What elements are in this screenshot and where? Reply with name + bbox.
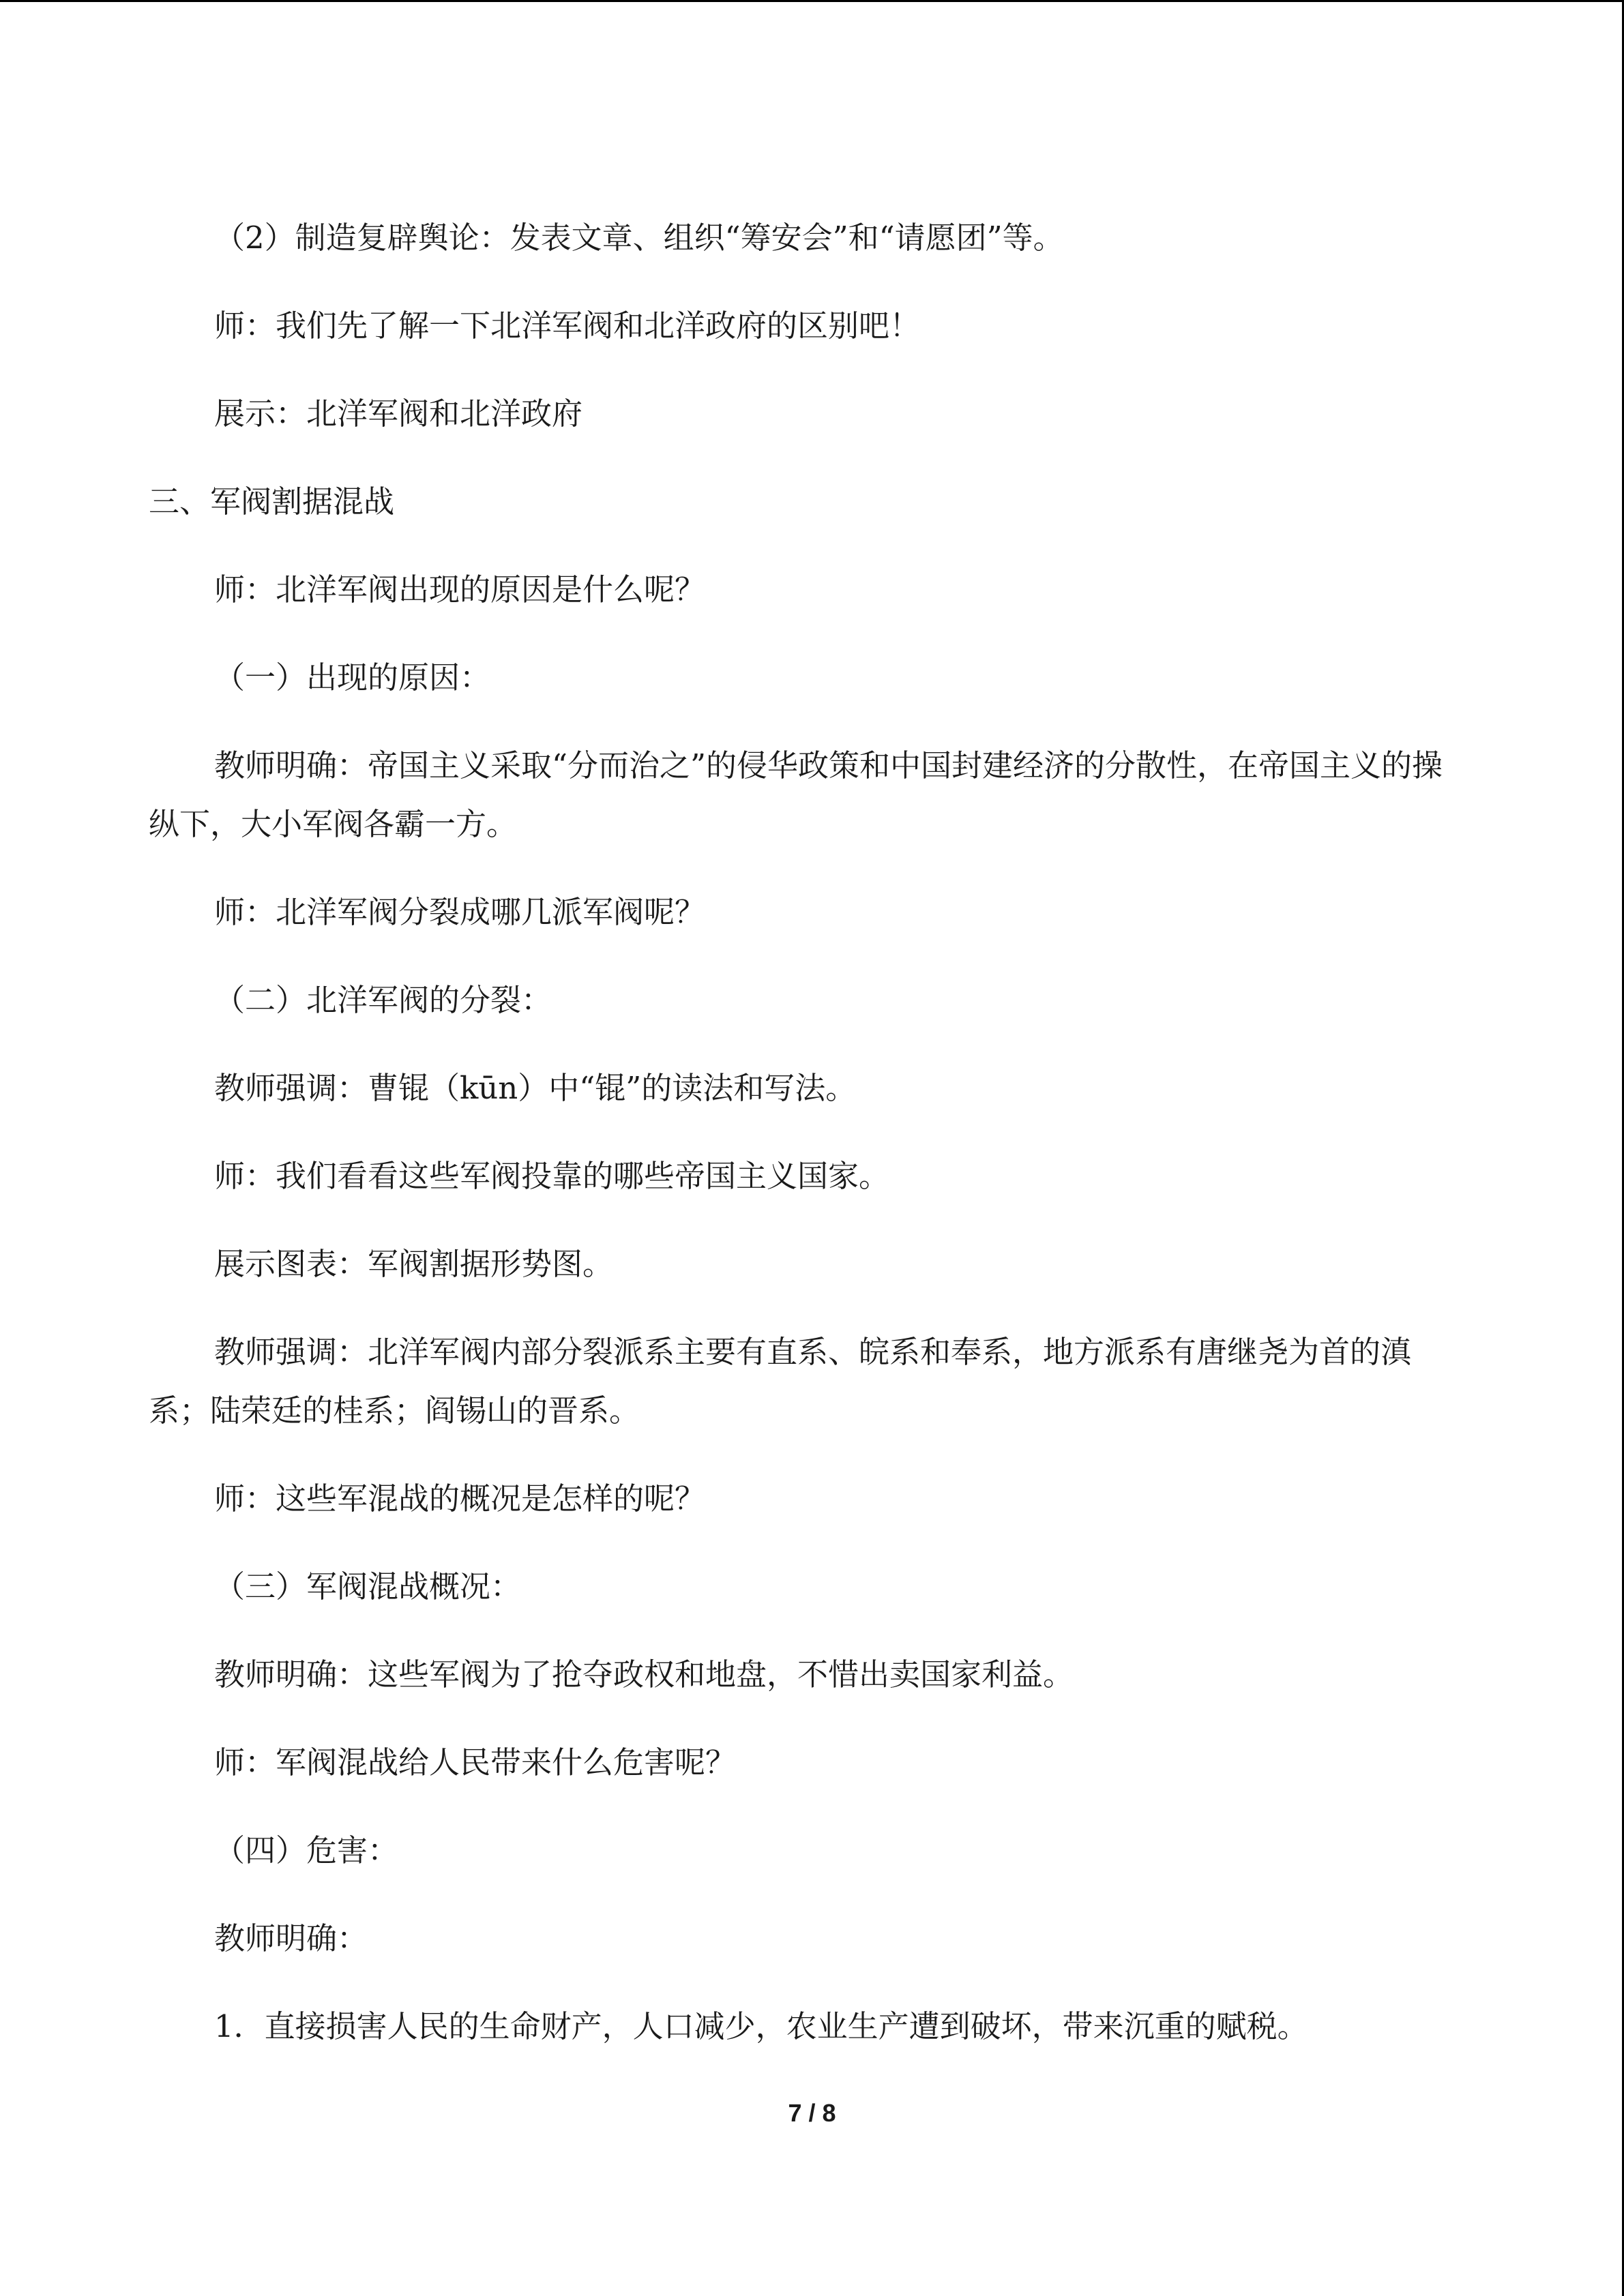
paragraph: 展示图表：军阀割据形势图。 — [214, 1246, 614, 1282]
paragraph: 教师强调：北洋军阀内部分裂派系主要有直系、皖系和奉系，地方派系有唐继尧为首的滇系；陆荣廷的桂系；阎锡山的晋系。 — [149, 1334, 1412, 1429]
subsection-heading: （二）北洋军阀的分裂： — [214, 982, 552, 1018]
subsection-heading: （三）军阀混战概况： — [214, 1568, 522, 1605]
paragraph: 教师明确：帝国主义采取“分而治之”的侵华政策和中国封建经济的分散性，在帝国主义的操纵下，大小军阀各霸一方。 — [149, 747, 1443, 842]
paragraph: 师：这些军混战的概况是怎样的呢？ — [214, 1480, 706, 1517]
paragraph: 教师强调：曹锟（kūn）中“锟”的读法和写法。 — [214, 1070, 857, 1106]
paragraph: 教师明确：这些军阀为了抢夺政权和地盘，不惜出卖国家利益。 — [214, 1656, 1074, 1693]
list-item: 1．直接损害人民的生命财产，人口减少，农业生产遭到破坏，带来沉重的赋税。 — [214, 2008, 1308, 2044]
paragraph: 展示：北洋军阀和北洋政府 — [214, 396, 583, 432]
paragraph: 师：军阀混战给人民带来什么危害呢？ — [214, 1744, 737, 1780]
paragraph: 师：我们先了解一下北洋军阀和北洋政府的区别吧！ — [214, 308, 921, 344]
paragraph: 教师明确： — [214, 1920, 368, 1956]
paragraph: 师：北洋军阀出现的原因是什么呢？ — [214, 571, 706, 608]
page-border-top — [0, 0, 1624, 2]
paragraph: 师：北洋军阀分裂成哪几派军阀呢？ — [214, 894, 706, 930]
subsection-heading: （四）危害： — [214, 1832, 399, 1868]
section-heading: 三、军阀割据混战 — [149, 483, 395, 520]
paragraph: （2）制造复辟舆论：发表文章、组织“筹安会”和“请愿团”等。 — [214, 220, 1064, 256]
document-body — [149, 209, 1458, 2085]
paragraph: 师：我们看看这些军阀投靠的哪些帝国主义国家。 — [214, 1158, 890, 1194]
subsection-heading: （一）出现的原因： — [214, 659, 491, 696]
page-number: 7 / 8 — [788, 2099, 836, 2127]
